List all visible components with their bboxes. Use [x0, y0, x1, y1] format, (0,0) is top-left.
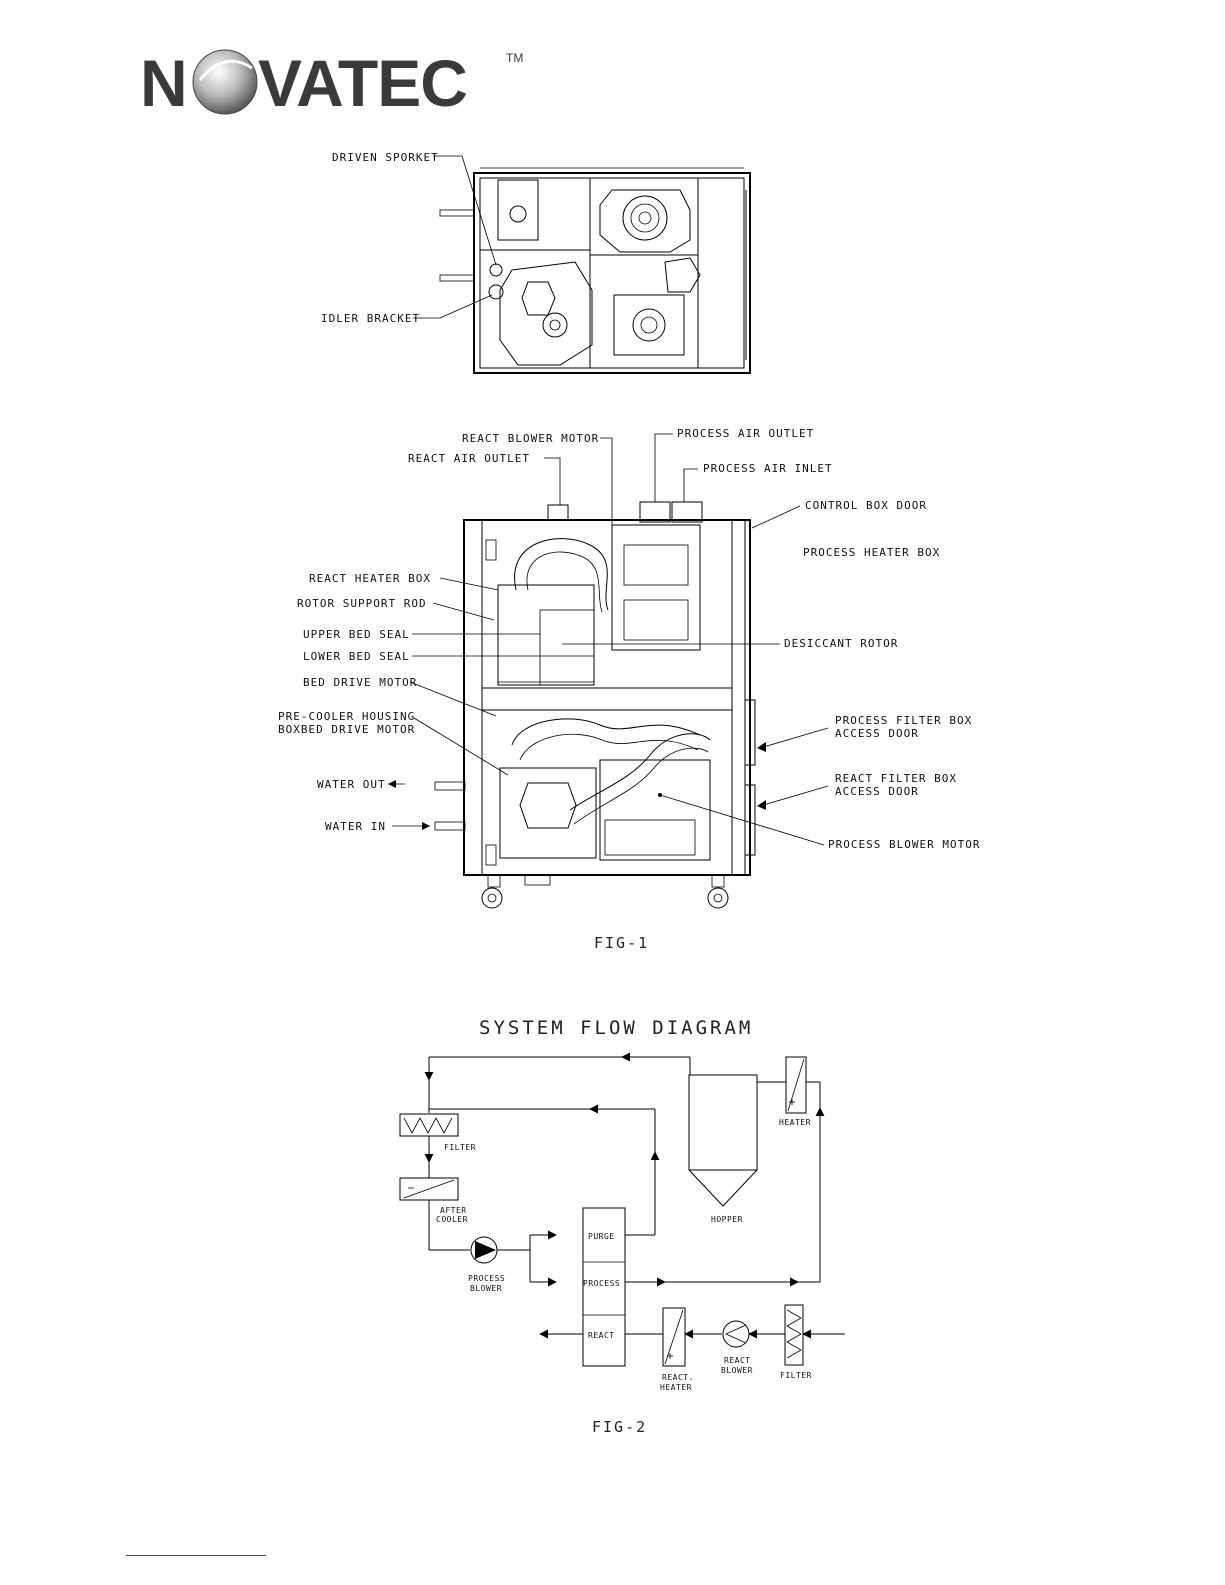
label-process-heater-box: PROCESS HEATER BOX [803, 546, 941, 559]
label-after-cooler-1: AFTER [440, 1206, 467, 1215]
label-filter-top: FILTER [444, 1143, 476, 1152]
footer-link-underline [126, 1555, 266, 1556]
hopper-symbol [689, 1075, 757, 1206]
label-process-filter-box: PROCESS FILTER BOX [835, 714, 973, 727]
label-control-box-door: CONTROL BOX DOOR [805, 499, 927, 512]
label-react-heater-2: HEATER [660, 1383, 692, 1392]
label-after-cooler-2: COOLER [436, 1215, 468, 1224]
label-process-filter-access-door: ACCESS DOOR [835, 727, 919, 740]
label-driven-sprocket: DRIVEN SPORKET [332, 151, 439, 164]
label-process-blower-motor: PROCESS BLOWER MOTOR [828, 838, 981, 851]
label-upper-bed-seal: UPPER BED SEAL [303, 628, 410, 641]
label-lower-bed-seal: LOWER BED SEAL [303, 650, 410, 663]
label-process: PROCESS [583, 1279, 621, 1288]
label-water-out: WATER OUT [317, 778, 386, 791]
svg-text:VATEC: VATEC [258, 46, 467, 120]
front-view-drawing [435, 502, 755, 908]
label-react-blower-1: REACT [724, 1356, 751, 1365]
label-purge: PURGE [588, 1232, 615, 1241]
label-process-blower-1: PROCESS [468, 1274, 506, 1283]
label-hopper: HOPPER [711, 1215, 743, 1224]
label-react-blower-2: BLOWER [721, 1366, 753, 1375]
label-react-filter-access-door: ACCESS DOOR [835, 785, 919, 798]
logo-letter-n: N [140, 46, 187, 120]
label-heater: HEATER [779, 1118, 811, 1127]
label-process-air-inlet: PROCESS AIR INLET [703, 462, 833, 475]
label-react: REACT [588, 1331, 615, 1340]
label-pre-cooler-housing: PRE-COOLER HOUSING [278, 710, 416, 723]
label-process-blower-2: BLOWER [470, 1284, 502, 1293]
label-process-air-outlet: PROCESS AIR OUTLET [677, 427, 815, 440]
fig2-caption: FIG-2 [592, 1418, 648, 1436]
label-desiccant-rotor: DESICCANT ROTOR [784, 637, 899, 650]
label-filter-bottom: FILTER [780, 1371, 812, 1380]
label-react-filter-box: REACT FILTER BOX [835, 772, 957, 785]
label-react-heater-1: REACT. [662, 1373, 694, 1382]
label-react-air-outlet: REACT AIR OUTLET [408, 452, 530, 465]
label-idler-bracket: IDLER BRACKET [321, 312, 421, 325]
label-react-blower-motor: REACT BLOWER MOTOR [462, 432, 600, 445]
fig2-flow-diagram [0, 960, 1225, 1460]
trademark-mark: TM [506, 51, 524, 65]
label-water-in: WATER IN [325, 820, 386, 833]
filter-top-symbol [400, 1114, 458, 1136]
label-boxbed-drive-motor: BOXBED DRIVE MOTOR [278, 723, 416, 736]
flow-diagram-title: SYSTEM FLOW DIAGRAM [479, 1017, 754, 1039]
top-view-drawing [440, 168, 750, 373]
label-rotor-support-rod: ROTOR SUPPORT ROD [297, 597, 427, 610]
label-bed-drive-motor: BED DRIVE MOTOR [303, 676, 418, 689]
label-react-heater-box: REACT HEATER BOX [309, 572, 431, 585]
fig1-caption: FIG-1 [594, 934, 650, 952]
